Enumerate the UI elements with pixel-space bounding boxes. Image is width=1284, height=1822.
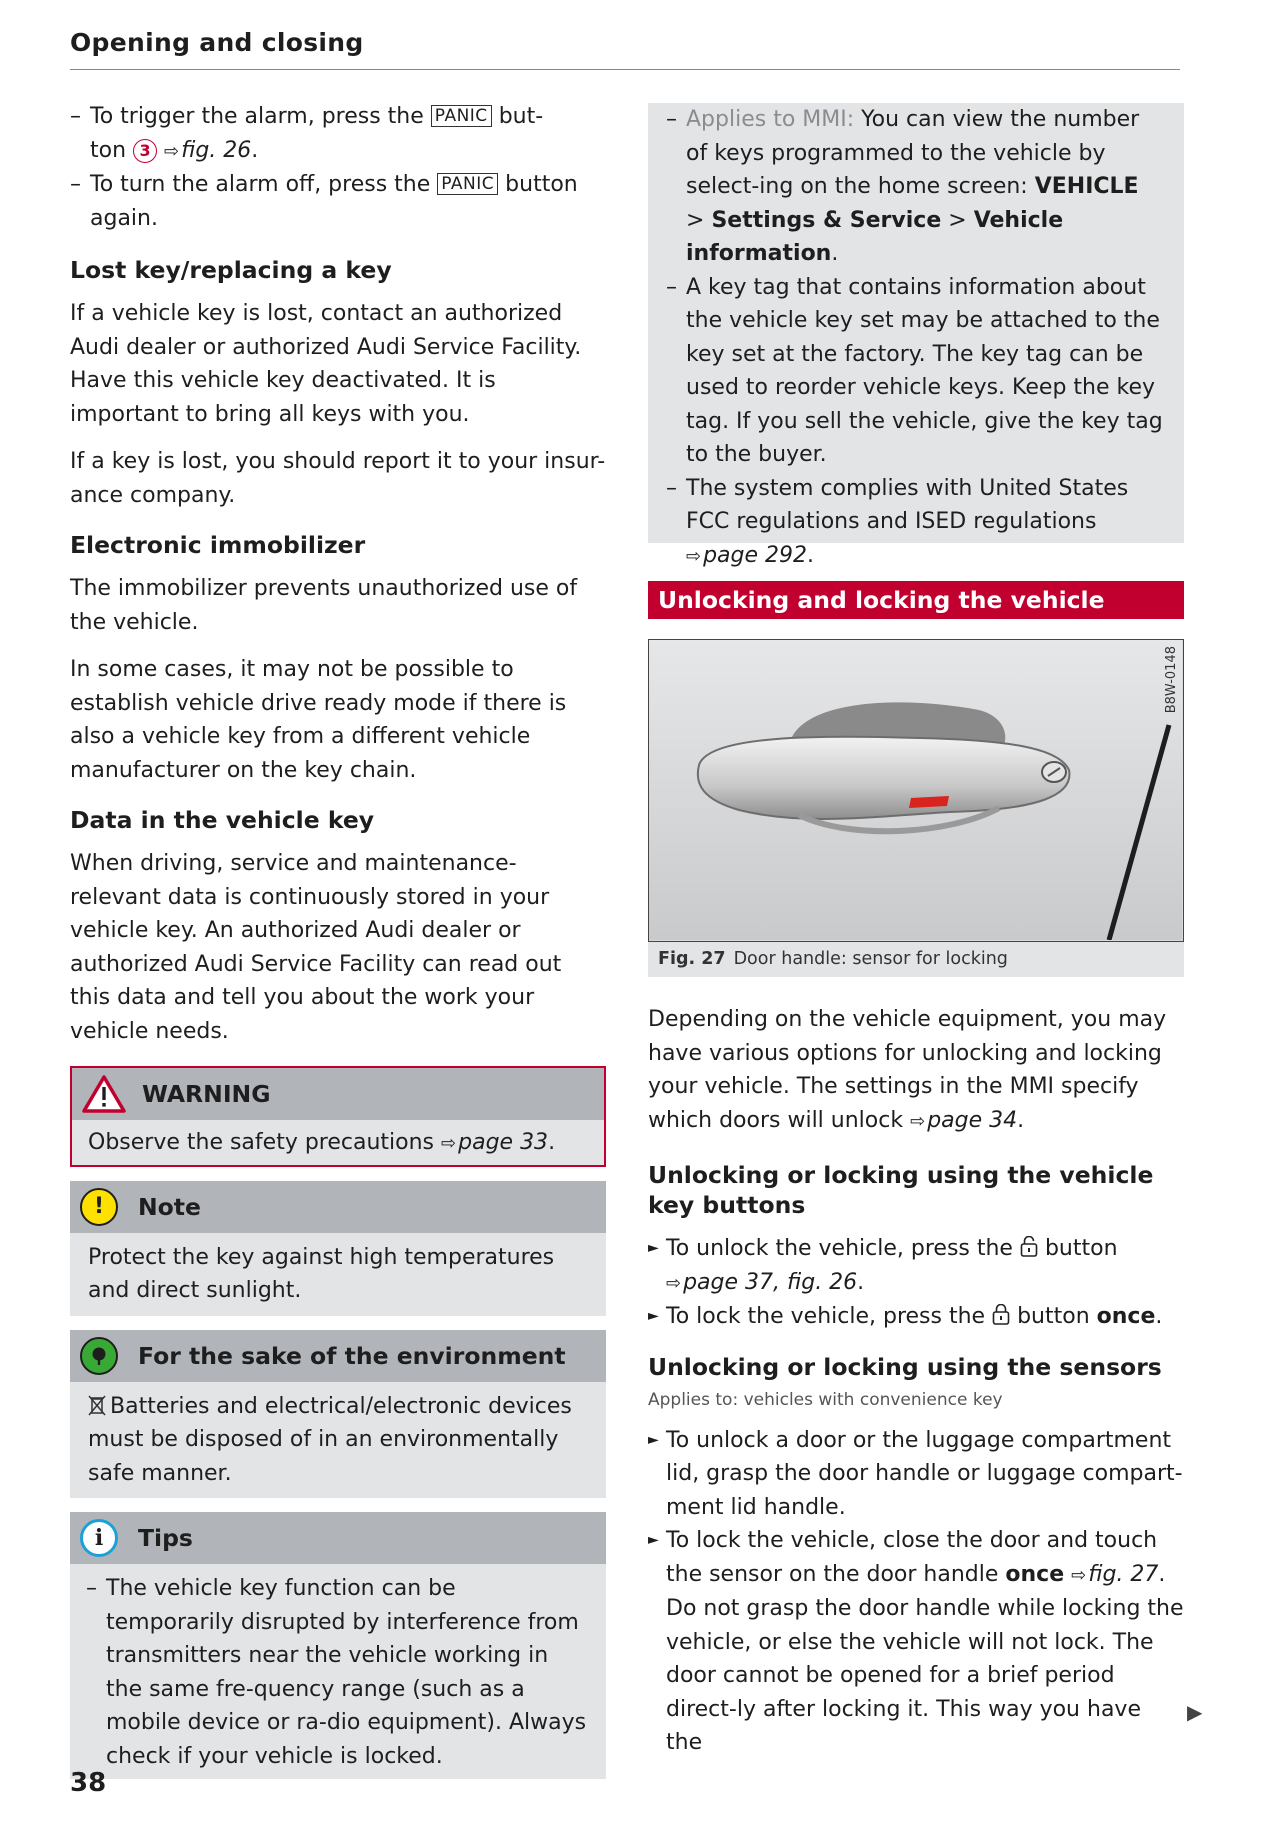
intro-text: Depending on the vehicle equipment, you may have various options for unlocking and locking your vehicle. The settings in the MMI specify which doors will unlock <box>648 1007 1167 1133</box>
fig-27-link[interactable]: ⇨fig. 27 <box>1071 1561 1159 1587</box>
environment-body <box>70 1382 606 1499</box>
mmi-applies-label: Applies to MMI: <box>686 107 855 132</box>
menu-path-separator: > <box>948 207 967 233</box>
lost-key-paragraph-2: If a key is lost, you should report it to your insur-ance company. <box>70 449 606 508</box>
warning-box <box>70 1066 606 1167</box>
tips-text: – The vehicle key function can be temporarily disrupted by interference from transmitters near the vehicle working in the same fre-quency range (such as a mobile device or ra-dio equipment). Always check if your vehicle is locked. <box>86 1572 588 1773</box>
sensor-lock-text-cont: . Do not grasp the door handle while locking the vehicle, or else the vehicle will not lock. The door cannot be opened for a brief period direct-ly after locking it. This way you have the <box>666 1561 1184 1755</box>
door-handle-figure <box>648 639 1184 942</box>
lock-key-text-cont: button <box>1017 1304 1090 1329</box>
fcc-text: The system complies with United States FCC regulations and ISED regulations <box>686 475 1129 534</box>
page-34-link[interactable]: ⇨page 34 <box>910 1107 1018 1133</box>
fcc-item: – The system complies with United States FCC regulations and ISED regulations ⇨page 292. <box>666 472 1164 574</box>
sensor-unlock-item <box>648 1424 1184 1525</box>
intro-paragraph: Depending on the vehicle equipment, you may have various options for unlocking and locking your vehicle. The settings in the MMI specify which doors will unlock ⇨page 34. <box>648 1007 1167 1133</box>
immobilizer-heading: Electronic immobilizer <box>70 531 366 559</box>
environment-title: For the sake of the environment <box>138 1341 566 1370</box>
panic-button-label: PANIC <box>431 105 492 127</box>
sensors-applies: Applies to: vehicles with convenience key <box>648 1389 1003 1410</box>
figure-code: B8W-0148 <box>1164 646 1179 714</box>
sensors-heading: Unlocking or locking using the sensors <box>648 1352 1162 1381</box>
key-info-panel <box>648 103 1184 568</box>
alarm-trigger-text-line2: ton <box>90 137 127 163</box>
environment-box <box>70 1330 606 1499</box>
warning-body: Observe the safety precautions ⇨page 33. <box>72 1120 604 1165</box>
environment-text: Batteries and electrical/electronic devices must be disposed of in an environmentally safe manner. <box>88 1393 572 1486</box>
note-box-header <box>70 1181 606 1233</box>
warning-triangle-icon <box>82 1075 126 1113</box>
tree-icon <box>80 1337 118 1375</box>
warning-text: Observe the safety precautions <box>88 1130 435 1155</box>
bullet-triangle-icon: ► <box>648 1240 659 1256</box>
mmi-keys-text: You can view the number of keys programmed to the vehicle by select-ing on the home screen: <box>686 107 1140 199</box>
sensor-lock-text: To lock the vehicle, close the door and touch the sensor on the door handle <box>666 1528 1158 1587</box>
header-divider <box>70 69 1180 70</box>
tips-title: Tips <box>138 1524 193 1552</box>
callout-number-3: 3 <box>133 139 157 163</box>
continue-arrow-icon: ▶ <box>1187 1700 1203 1724</box>
alarm-off-item <box>70 168 606 235</box>
fig-26-link[interactable]: ⇨fig. 26 <box>164 137 252 163</box>
immobilizer-paragraph-1: The immobilizer prevents unauthorized use of the vehicle. <box>70 576 578 635</box>
key-tag-item: – A key tag that contains information about the vehicle key set may be attached to the key set at the factory. The key tag can be used to reorder vehicle keys. Keep the key tag. If you sell the vehicle, give the key tag to the buyer. <box>666 271 1164 472</box>
alarm-off-text: To turn the alarm off, press the <box>90 172 431 197</box>
menu-path-vehicle-info: Vehicle information <box>686 207 1064 266</box>
menu-path-settings: Settings & Service <box>711 207 942 233</box>
lost-key-paragraph-1: If a vehicle key is lost, contact an authorized Audi dealer or authorized Audi Service Facility. Have this vehicle key deactivated. It is important to bring all keys with you. <box>70 301 582 427</box>
figure-caption <box>648 942 1184 977</box>
mmi-keys-item: – Applies to MMI: You can view the number of keys programmed to the vehicle by select-ing on the home screen: VEHICLE > Settings & Service > Vehicle information. <box>666 103 1164 271</box>
tips-box-header <box>70 1512 606 1564</box>
tips-body <box>70 1564 606 1779</box>
bullet-triangle-icon: ► <box>648 1431 659 1448</box>
page-292-link[interactable]: ⇨page 292 <box>686 542 808 568</box>
sensor-unlock-text: To unlock a door or the luggage compartment lid, grasp the door handle or luggage compart-ment lid handle. <box>666 1427 1183 1520</box>
lost-key-heading: Lost key/replacing a key <box>70 256 392 284</box>
lock-key-text: To lock the vehicle, press the <box>666 1304 986 1329</box>
lock-key-item: ► To lock the vehicle, press the button once. <box>648 1300 1184 1334</box>
unlock-button-icon <box>1020 1236 1038 1258</box>
page-header-title: Opening and closing <box>70 28 364 57</box>
note-box <box>70 1181 606 1316</box>
right-column <box>648 103 1184 1760</box>
lock-key-once: once <box>1096 1304 1156 1329</box>
door-handle-illustration <box>649 640 1182 940</box>
note-title: Note <box>138 1192 201 1221</box>
section-banner: Unlocking and locking the vehicle <box>648 581 1184 619</box>
alarm-trigger-text: To trigger the alarm, press the <box>90 104 424 129</box>
note-body: Protect the key against high temperatures and direct sunlight. <box>70 1233 606 1316</box>
unlock-key-item: ► To unlock the vehicle, press the button ⇨page 37, fig. 26. <box>648 1232 1184 1300</box>
page-33-link[interactable]: ⇨page 33 <box>441 1130 549 1155</box>
exclamation-icon: ! <box>80 1188 118 1226</box>
sensor-lock-item <box>648 1524 1184 1760</box>
page-37-link[interactable]: ⇨page 37, fig. 26 <box>666 1269 858 1295</box>
menu-path-separator: > <box>686 207 705 233</box>
figure-label: Fig. 27 <box>658 949 726 969</box>
figure-caption-text: Door handle: sensor for locking <box>733 949 1008 969</box>
warning-box-header <box>72 1068 604 1120</box>
key-buttons-heading: Unlocking or locking using the vehicle key buttons <box>648 1161 1154 1219</box>
sensor-lock-once: once <box>1005 1561 1065 1587</box>
left-column <box>70 100 606 1779</box>
unlock-key-text: To unlock the vehicle, press the <box>666 1236 1013 1261</box>
alarm-off-text-cont: button again. <box>90 172 578 231</box>
panic-button-label: PANIC <box>437 173 498 195</box>
data-key-heading: Data in the vehicle key <box>70 806 375 834</box>
menu-path-vehicle: VEHICLE <box>1034 174 1139 199</box>
immobilizer-paragraph-2: In some cases, it may not be possible to establish vehicle drive ready mode if there is also a vehicle key from a different vehicle manufacturer on the key chain. <box>70 657 567 783</box>
crossed-bin-icon <box>88 1394 106 1416</box>
unlock-key-text-cont: button <box>1044 1236 1118 1261</box>
tips-box <box>70 1512 606 1779</box>
page-number: 38 <box>70 1768 107 1798</box>
data-key-paragraph: When driving, service and maintenance-relevant data is continuously stored in your vehicle key. An authorized Audi dealer or authorized Audi Service Facility can read out this data and tell you about the work your vehicle needs. <box>70 851 562 1044</box>
info-icon: i <box>80 1519 118 1557</box>
lock-button-icon <box>992 1304 1010 1326</box>
warning-title: WARNING <box>142 1080 271 1108</box>
alarm-trigger-text-cont: but- <box>498 104 544 129</box>
bullet-triangle-icon: ► <box>648 1532 659 1548</box>
bullet-triangle-icon: ► <box>648 1308 659 1324</box>
alarm-trigger-item: – To trigger the alarm, press the PANIC but- ton 3 ⇨fig. 26. <box>70 100 606 168</box>
environment-box-header <box>70 1330 606 1382</box>
